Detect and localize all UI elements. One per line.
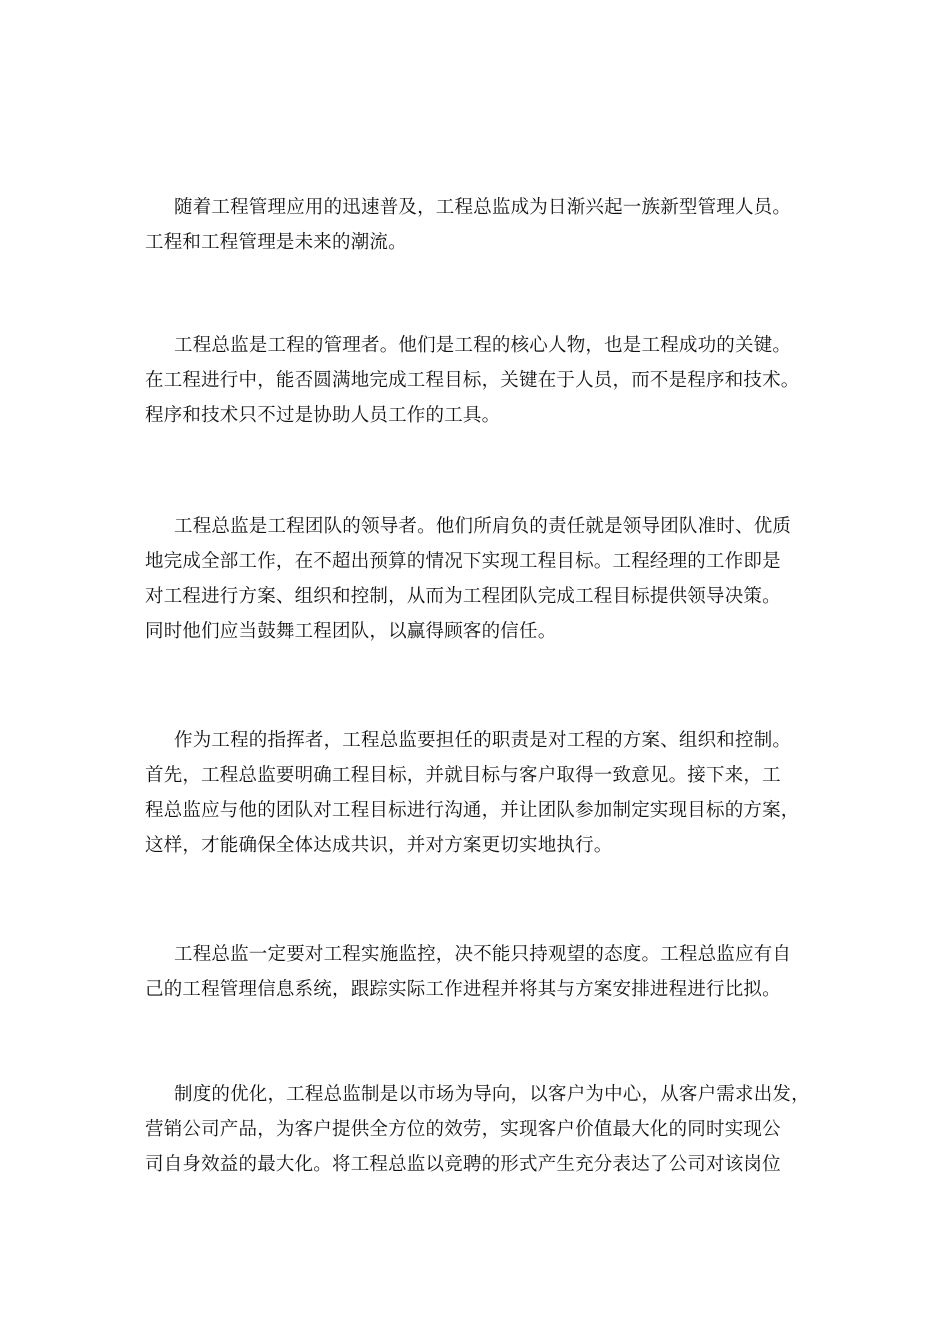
paragraph-line: 在工程进行中，能否圆满地完成工程目标，关键在于人员，而不是程序和技术。 xyxy=(145,370,800,391)
paragraph-line: 营销公司产品，为客户提供全方位的效劳，实现客户价值最大化的同时实现公 xyxy=(145,1119,781,1140)
paragraph-line: 首先，工程总监要明确工程目标，并就目标与客户取得一致意见。接下来，工 xyxy=(145,765,781,786)
paragraph-line: 作为工程的指挥者，工程总监要担任的职责是对工程的方案、组织和控制。 xyxy=(174,730,792,751)
paragraph-1 xyxy=(145,190,825,260)
paragraph-line: 工程总监是工程的管理者。他们是工程的核心人物，也是工程成功的关键。 xyxy=(174,335,792,356)
paragraph-line: 这样，才能确保全体达成共识，并对方案更切实地执行。 xyxy=(145,835,613,856)
paragraph-line: 工程和工程管理是未来的潮流。 xyxy=(145,232,407,253)
paragraph-line: 工程总监一定要对工程实施监控，决不能只持观望的态度。工程总监应有自 xyxy=(174,944,792,965)
paragraph-line: 同时他们应当鼓舞工程团队，以赢得顾客的信任。 xyxy=(145,621,557,642)
paragraph-line: 程序和技术只不过是协助人员工作的工具。 xyxy=(145,405,501,426)
paragraph-3 xyxy=(145,509,825,649)
paragraph-line: 制度的优化，工程总监制是以市场为导向，以客户为中心，从客户需求出发， xyxy=(174,1084,810,1105)
paragraph-4 xyxy=(145,723,825,863)
paragraph-line: 程总监应与他的团队对工程目标进行沟通，并让团队参加制定实现目标的方案， xyxy=(145,800,800,821)
paragraph-line: 对工程进行方案、组织和控制，从而为工程团队完成工程目标提供领导决策。 xyxy=(145,586,781,607)
paragraph-5 xyxy=(145,937,825,1007)
paragraph-line: 地完成全部工作，在不超出预算的情况下实现工程目标。工程经理的工作即是 xyxy=(145,551,781,572)
paragraph-line: 己的工程管理信息系统，跟踪实际工作进程并将其与方案安排进程进行比拟。 xyxy=(145,979,781,1000)
paragraph-line: 工程总监是工程团队的领导者。他们所肩负的责任就是领导团队准时、优质 xyxy=(174,516,792,537)
paragraph-line: 司自身效益的最大化。将工程总监以竞聘的形式产生充分表达了公司对该岗位 xyxy=(145,1154,781,1175)
paragraph-2 xyxy=(145,328,825,433)
paragraph-line: 随着工程管理应用的迅速普及，工程总监成为日渐兴起一族新型管理人员。 xyxy=(174,197,792,218)
paragraph-6 xyxy=(145,1077,825,1182)
